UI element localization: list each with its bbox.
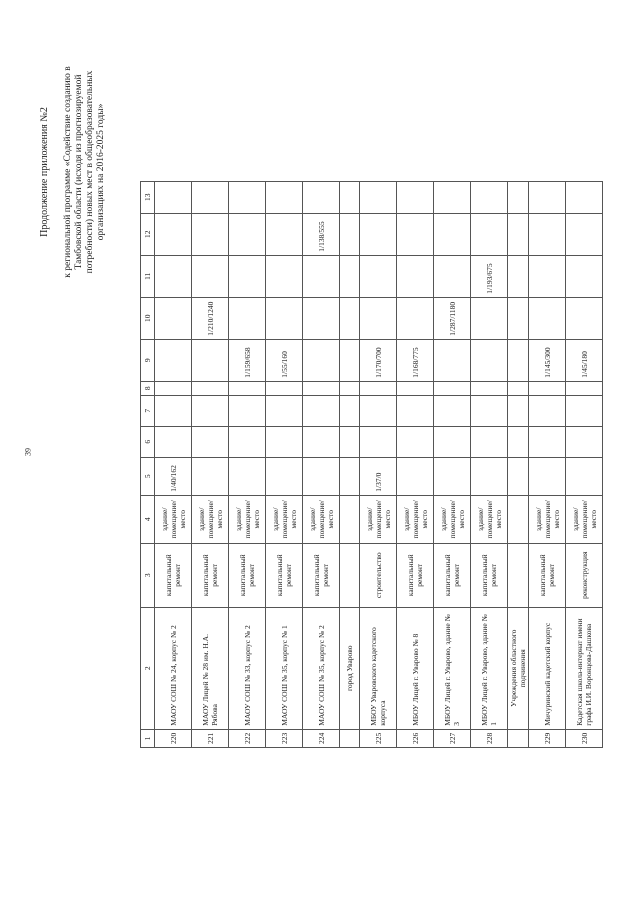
value-cell xyxy=(155,255,192,297)
row-number-cell: 220 xyxy=(155,729,192,747)
empty-cell xyxy=(340,426,360,457)
column-header: 11 xyxy=(141,255,155,297)
value-cell xyxy=(266,255,303,297)
value-cell xyxy=(434,426,471,457)
empty-cell xyxy=(508,381,529,395)
value-cell xyxy=(192,426,229,457)
value-cell xyxy=(471,297,508,339)
value-cell xyxy=(360,181,397,213)
value-cell xyxy=(529,457,566,495)
empty-cell xyxy=(340,255,360,297)
value-cell xyxy=(192,339,229,381)
value-cell xyxy=(566,181,603,213)
row-number-cell: 222 xyxy=(229,729,266,747)
empty-cell xyxy=(340,543,360,607)
value-cell xyxy=(192,255,229,297)
value-cell xyxy=(360,213,397,255)
value-cell: 1/210/1240 xyxy=(192,297,229,339)
table-row xyxy=(155,181,192,747)
table-row xyxy=(434,181,471,747)
unit-cell: здание/ помещение/ место xyxy=(266,495,303,543)
work-type-cell: капитальный ремонт xyxy=(471,543,508,607)
value-cell xyxy=(229,426,266,457)
value-cell xyxy=(303,381,340,395)
row-number-cell: 226 xyxy=(397,729,434,747)
value-cell: 1/40/162 xyxy=(155,457,192,495)
value-cell xyxy=(529,395,566,426)
table-row xyxy=(397,181,434,747)
row-number-cell: 229 xyxy=(529,729,566,747)
unit-cell: здание/ помещение/ место xyxy=(192,495,229,543)
page-number: 39 xyxy=(23,448,33,456)
table-row xyxy=(192,181,229,747)
empty-cell xyxy=(340,297,360,339)
empty-cell xyxy=(340,339,360,381)
value-cell xyxy=(360,395,397,426)
empty-cell xyxy=(340,495,360,543)
value-cell xyxy=(566,255,603,297)
row-number-cell: 224 xyxy=(303,729,340,747)
empty-cell xyxy=(508,213,529,255)
institution-name-cell: МБОУ Лицей г. Уварово, здание № 1 xyxy=(471,607,508,729)
value-cell xyxy=(529,213,566,255)
value-cell: 1/45/180 xyxy=(566,339,603,381)
value-cell xyxy=(566,395,603,426)
program-table xyxy=(140,181,603,748)
value-cell: 1/145/300 xyxy=(529,339,566,381)
value-cell xyxy=(434,255,471,297)
section-label: Учреждения областного подчинения xyxy=(508,607,529,729)
work-type-cell: капитальный ремонт xyxy=(155,543,192,607)
work-type-cell: капитальный ремонт xyxy=(397,543,434,607)
column-header: 2 xyxy=(141,607,155,729)
institution-name-cell: МБОУ Лицей г. Уварово, здание № 3 xyxy=(434,607,471,729)
value-cell: 1/193/675 xyxy=(471,255,508,297)
value-cell xyxy=(155,339,192,381)
value-cell xyxy=(266,297,303,339)
value-cell xyxy=(434,339,471,381)
heading-line: к региональной программе «Содействие созданию в xyxy=(63,66,73,278)
column-header: 10 xyxy=(141,297,155,339)
value-cell xyxy=(303,395,340,426)
table-row xyxy=(266,181,303,747)
empty-cell xyxy=(508,426,529,457)
unit-cell: здание/ помещение/ место xyxy=(360,495,397,543)
value-cell xyxy=(434,457,471,495)
value-cell xyxy=(303,255,340,297)
value-cell xyxy=(155,381,192,395)
section-row xyxy=(340,181,360,747)
value-cell xyxy=(303,339,340,381)
value-cell xyxy=(434,381,471,395)
institution-name-cell: МАОУ СОШ № 35, корпус № 1 xyxy=(266,607,303,729)
value-cell: 1/159/658 xyxy=(229,339,266,381)
institution-name-cell: МАОУ СОШ № 33, корпус № 2 xyxy=(229,607,266,729)
value-cell xyxy=(471,457,508,495)
column-header: 9 xyxy=(141,339,155,381)
unit-cell: здание/ помещение/ место xyxy=(566,495,603,543)
unit-cell: здание/ помещение/ место xyxy=(303,495,340,543)
value-cell xyxy=(266,395,303,426)
column-header: 7 xyxy=(141,395,155,426)
value-cell xyxy=(229,381,266,395)
heading-line: Тамбовской области (исходя из прогнозируемой xyxy=(74,74,84,270)
value-cell xyxy=(529,381,566,395)
value-cell xyxy=(529,255,566,297)
value-cell xyxy=(266,181,303,213)
column-header: 8 xyxy=(141,381,155,395)
header-row xyxy=(141,181,155,747)
table-row xyxy=(360,181,397,747)
row-number-cell: 225 xyxy=(360,729,397,747)
value-cell xyxy=(566,457,603,495)
institution-name-cell: МАОУ СОШ № 24, корпус № 2 xyxy=(155,607,192,729)
table-body xyxy=(155,181,603,747)
value-cell xyxy=(397,255,434,297)
value-cell: 1/168/775 xyxy=(397,339,434,381)
institution-name-cell: Кадетская школа-интернат имени графа И.И. Воронцова-Дашкова xyxy=(566,607,603,729)
row-number-cell: 223 xyxy=(266,729,303,747)
value-cell xyxy=(229,255,266,297)
work-type-cell: капитальный ремонт xyxy=(529,543,566,607)
table-row xyxy=(303,181,340,747)
empty-cell xyxy=(340,213,360,255)
empty-cell xyxy=(508,255,529,297)
value-cell xyxy=(471,339,508,381)
value-cell xyxy=(566,426,603,457)
value-cell xyxy=(397,213,434,255)
value-cell xyxy=(566,297,603,339)
column-header: 13 xyxy=(141,181,155,213)
column-header: 12 xyxy=(141,213,155,255)
appendix-title: Продолжение приложения №2 xyxy=(39,107,50,237)
rotated-page xyxy=(10,2,630,902)
heading-line: потребности) новых мест в общеобразовательных xyxy=(85,70,95,274)
empty-cell xyxy=(508,495,529,543)
column-header: 5 xyxy=(141,457,155,495)
row-number-cell xyxy=(340,729,360,747)
value-cell xyxy=(192,395,229,426)
value-cell xyxy=(471,381,508,395)
value-cell xyxy=(192,457,229,495)
value-cell xyxy=(229,181,266,213)
unit-cell: здание/ помещение/ место xyxy=(229,495,266,543)
document-heading xyxy=(63,22,107,322)
value-cell xyxy=(566,381,603,395)
value-cell xyxy=(266,381,303,395)
value-cell xyxy=(192,381,229,395)
table-row xyxy=(229,181,266,747)
value-cell xyxy=(155,297,192,339)
table-row xyxy=(471,181,508,747)
row-number-cell: 228 xyxy=(471,729,508,747)
row-number-cell: 221 xyxy=(192,729,229,747)
value-cell xyxy=(529,426,566,457)
value-cell xyxy=(266,213,303,255)
empty-cell xyxy=(508,395,529,426)
value-cell: 1/287/1180 xyxy=(434,297,471,339)
value-cell xyxy=(192,181,229,213)
value-cell xyxy=(529,297,566,339)
value-cell: 1/170/700 xyxy=(360,339,397,381)
value-cell xyxy=(229,297,266,339)
value-cell xyxy=(360,297,397,339)
value-cell xyxy=(471,395,508,426)
value-cell: 1/138/555 xyxy=(303,213,340,255)
value-cell xyxy=(360,426,397,457)
institution-name-cell: МАОУ СОШ № 35, корпус № 2 xyxy=(303,607,340,729)
value-cell: 1/37/0 xyxy=(360,457,397,495)
table-row xyxy=(566,181,603,747)
value-cell xyxy=(303,297,340,339)
value-cell xyxy=(155,426,192,457)
unit-cell: здание/ помещение/ место xyxy=(155,495,192,543)
value-cell xyxy=(434,181,471,213)
institution-name-cell: Мичуринский кадетский корпус xyxy=(529,607,566,729)
empty-cell xyxy=(508,339,529,381)
empty-cell xyxy=(508,181,529,213)
work-type-cell: реконструкция xyxy=(566,543,603,607)
value-cell xyxy=(155,213,192,255)
unit-cell: здание/ помещение/ место xyxy=(434,495,471,543)
institution-name-cell: МАОУ Лицей № 28 им. Н.А. Рябова xyxy=(192,607,229,729)
column-header: 4 xyxy=(141,495,155,543)
value-cell xyxy=(566,213,603,255)
value-cell xyxy=(397,381,434,395)
value-cell xyxy=(266,426,303,457)
value-cell xyxy=(155,395,192,426)
value-cell xyxy=(192,213,229,255)
value-cell xyxy=(229,457,266,495)
value-cell xyxy=(529,181,566,213)
work-type-cell: капитальный ремонт xyxy=(266,543,303,607)
empty-cell xyxy=(508,543,529,607)
value-cell xyxy=(397,457,434,495)
heading-line: организациях на 2016-2025 годы» xyxy=(96,103,106,241)
work-type-cell: капитальный ремонт xyxy=(303,543,340,607)
value-cell xyxy=(303,457,340,495)
value-cell xyxy=(434,395,471,426)
value-cell xyxy=(155,181,192,213)
value-cell xyxy=(397,426,434,457)
value-cell xyxy=(397,181,434,213)
value-cell xyxy=(434,213,471,255)
column-header: 1 xyxy=(141,729,155,747)
column-header: 6 xyxy=(141,426,155,457)
value-cell xyxy=(397,297,434,339)
table-row xyxy=(529,181,566,747)
value-cell xyxy=(360,381,397,395)
value-cell xyxy=(229,395,266,426)
row-number-cell: 227 xyxy=(434,729,471,747)
unit-cell: здание/ помещение/ место xyxy=(397,495,434,543)
section-row xyxy=(508,181,529,747)
empty-cell xyxy=(340,381,360,395)
empty-cell xyxy=(340,395,360,426)
empty-cell xyxy=(340,457,360,495)
value-cell xyxy=(471,213,508,255)
row-number-cell: 230 xyxy=(566,729,603,747)
value-cell xyxy=(360,255,397,297)
work-type-cell: капитальный ремонт xyxy=(229,543,266,607)
value-cell xyxy=(471,181,508,213)
value-cell xyxy=(266,457,303,495)
work-type-cell: капитальный ремонт xyxy=(192,543,229,607)
value-cell: 1/55/160 xyxy=(266,339,303,381)
value-cell xyxy=(303,181,340,213)
value-cell xyxy=(397,395,434,426)
column-header: 3 xyxy=(141,543,155,607)
value-cell xyxy=(471,426,508,457)
unit-cell: здание/ помещение/ место xyxy=(529,495,566,543)
work-type-cell: строительство xyxy=(360,543,397,607)
row-number-cell xyxy=(508,729,529,747)
institution-name-cell: МБОУ Уваровского кадетского корпуса xyxy=(360,607,397,729)
institution-name-cell: МБОУ Лицей г. Уварово № 8 xyxy=(397,607,434,729)
empty-cell xyxy=(340,181,360,213)
work-type-cell: капитальный ремонт xyxy=(434,543,471,607)
value-cell xyxy=(229,213,266,255)
empty-cell xyxy=(508,457,529,495)
unit-cell: здание/ помещение/ место xyxy=(471,495,508,543)
empty-cell xyxy=(508,297,529,339)
value-cell xyxy=(303,426,340,457)
section-label: город Уварово xyxy=(340,607,360,729)
